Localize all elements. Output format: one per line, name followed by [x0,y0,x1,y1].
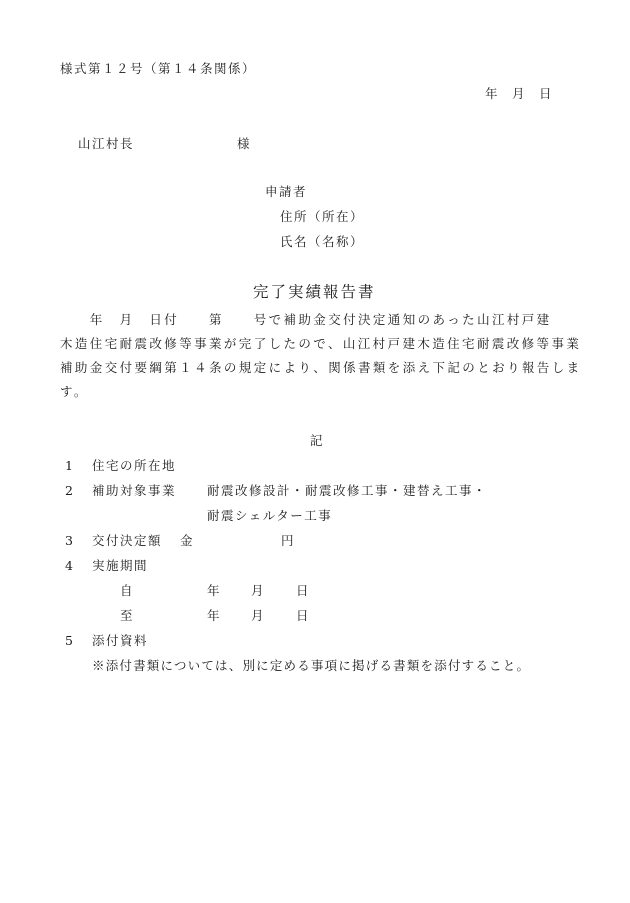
applicant-address-label: 住所（所在） [280,209,365,224]
period-from-day: 日 [296,583,309,598]
item4-number: 4 [65,558,73,573]
addressee-honorific: 様 [237,136,250,151]
item2-value-line1: 耐震改修設計・耐震改修工事・建替え工事・ [207,483,488,498]
period-to-day: 日 [296,608,309,623]
body-line: す。 [60,384,89,399]
item3-kin: 金 [180,533,193,548]
item3-number: 3 [65,533,73,548]
item5-label: 添付資料 [92,633,149,648]
form-number: 様式第１２号（第１４条関係） [60,61,257,76]
item5-note: ※添付書類については、別に定める事項に掲げる書類を添付すること。 [92,658,531,673]
item1-label: 住宅の所在地 [92,458,177,473]
ki-heading: 記 [310,433,323,448]
date-line: 年 月 日 [485,86,553,101]
period-to-year: 年 [207,608,220,623]
item4-label: 実施期間 [92,558,149,573]
body-line: 木造住宅耐震改修等事業が完了したので、山江村戸建木造住宅耐震改修等事業 [60,336,582,351]
applicant-label: 申請者 [265,184,308,199]
document-title: 完了実績報告書 [253,283,376,301]
period-from-month: 月 [251,583,264,598]
body-line: 補助金交付要綱第１４条の規定により、関係書類を添え下記のとおり報告しま [60,360,582,375]
item2-number: 2 [65,483,73,498]
item2-label: 補助対象事業 [92,483,177,498]
item3-yen: 円 [281,533,294,548]
applicant-name-label: 氏名（名称） [280,234,365,249]
period-to-month: 月 [251,608,264,623]
body-paragraph [60,308,580,404]
item5-number: 5 [65,633,73,648]
item3-label: 交付決定額 [92,533,163,548]
item1-number: 1 [65,458,73,473]
period-from-year: 年 [207,583,220,598]
addressee-name: 山江村長 [78,136,135,151]
period-from-label: 自 [120,583,133,598]
body-line: 年 月 日付 第 号で補助金交付決定通知のあった山江村戸建 [60,312,552,327]
item2-value-line2: 耐震シェルター工事 [207,508,333,523]
period-to-label: 至 [120,608,133,623]
